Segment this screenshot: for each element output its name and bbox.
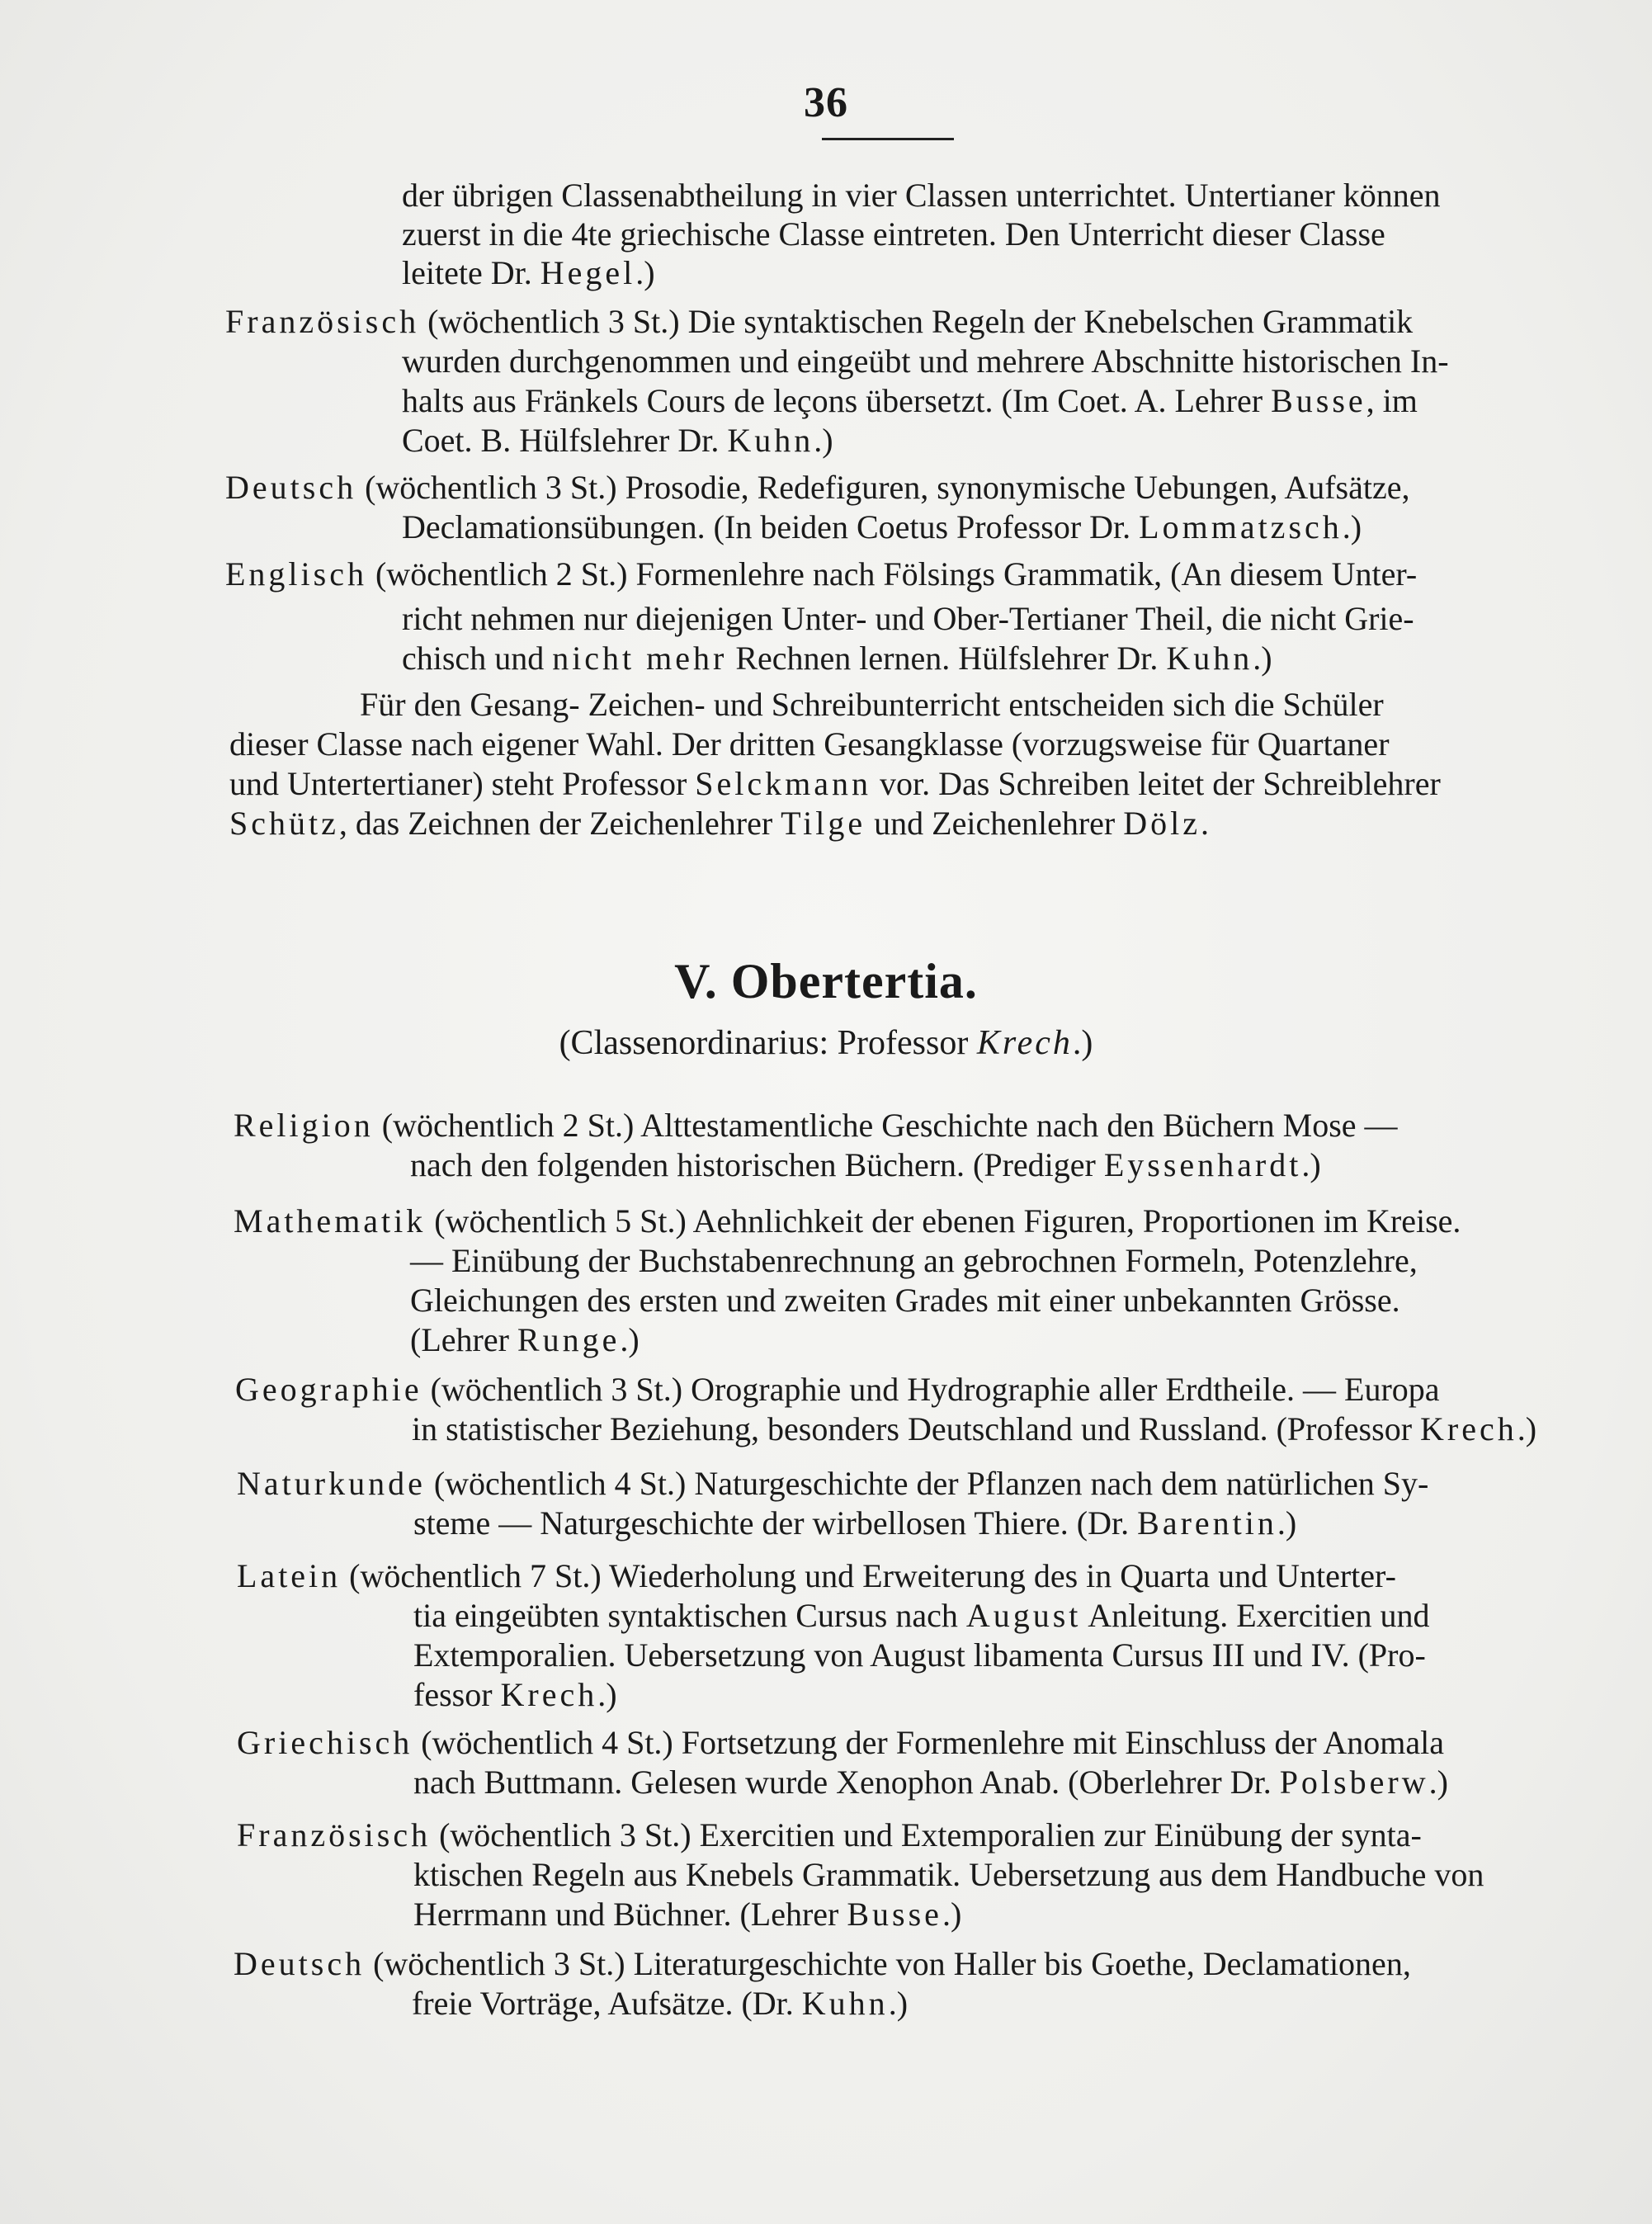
intro-line-1: der übrigen Classenabtheilung in vier Classen unterrichtet. Untertianer können xyxy=(402,177,1441,214)
teacher-name: Selckmann xyxy=(695,765,872,802)
intro-line-3: leitete Dr. Hegel.) xyxy=(402,254,655,291)
teacher-name: Krech xyxy=(1420,1410,1517,1447)
subject-name: Religion xyxy=(234,1107,374,1144)
entry-latein-line-2: tia eingeübten syntaktischen Cursus nach August Anleitung. Exercitien und xyxy=(413,1597,1430,1634)
entry-latein-line-4: fessor Krech.) xyxy=(413,1676,617,1713)
paragraph-line-2: dieser Classe nach eigener Wahl. Der dritten Gesangklasse (vorzugsweise für Quartaner xyxy=(229,725,1390,763)
page-number-rule xyxy=(822,138,954,140)
entry-deutsch-2-line-1: Deutsch (wöchentlich 3 St.) Literaturgeschichte von Haller bis Goethe, Declamationen, xyxy=(234,1945,1411,1982)
entry-franzoesisch-2-line-1: Französisch (wöchentlich 3 St.) Exercitien und Extemporalien zur Einübung der synta- xyxy=(237,1816,1422,1853)
subject-name: Geographie xyxy=(235,1371,422,1408)
entry-geographie-line-2: in statistischer Beziehung, besonders Deutschland und Russland. (Professor Krech.) xyxy=(412,1410,1537,1447)
page-number: 36 xyxy=(804,79,848,126)
teacher-name: Kuhn xyxy=(727,422,814,459)
entry-franzoesisch-line-1: Französisch (wöchentlich 3 St.) Die syntaktischen Regeln der Knebelschen Grammatik xyxy=(225,303,1414,340)
section-subtitle: (Classenordinarius: Professor Krech.) xyxy=(559,1024,1093,1062)
teacher-name: Barentin xyxy=(1137,1504,1277,1542)
paragraph-line-1: Für den Gesang- Zeichen- und Schreibunterricht entscheiden sich die Schüler xyxy=(360,686,1384,723)
entry-mathematik-line-4: (Lehrer Runge.) xyxy=(410,1321,640,1358)
entry-deutsch-line-2: Declamationsübungen. (In beiden Coetus Professor Dr. Lommatzsch.) xyxy=(402,508,1362,545)
subject-name: Latein xyxy=(237,1557,342,1594)
teacher-name: Dölz xyxy=(1123,805,1201,842)
subject-name: Englisch xyxy=(225,555,367,593)
teacher-name: Hegel xyxy=(540,254,636,291)
entry-franzoesisch-line-3: halts aus Fränkels Cours de leçons übersetzt. (Im Coet. A. Lehrer Busse, im xyxy=(402,382,1418,419)
entry-griechisch-line-2: nach Buttmann. Gelesen wurde Xenophon Anab. (Oberlehrer Dr. Polsberw.) xyxy=(413,1764,1448,1801)
teacher-name: Krech xyxy=(976,1024,1073,1062)
entry-naturkunde-line-2: steme — Naturgeschichte der wirbellosen Thiere. (Dr. Barentin.) xyxy=(413,1504,1297,1542)
entry-franzoesisch-2-line-3: Herrmann und Büchner. (Lehrer Busse.) xyxy=(413,1896,962,1933)
entry-mathematik-line-1: Mathematik (wöchentlich 5 St.) Aehnlichkeit der ebenen Figuren, Proportionen im Kreise. xyxy=(234,1202,1461,1239)
teacher-name: Busse xyxy=(1271,382,1366,419)
entry-latein-line-1: Latein (wöchentlich 7 St.) Wiederholung und Erweiterung des in Quarta und Unterter- xyxy=(237,1557,1396,1594)
teacher-name: Eyssenhardt xyxy=(1103,1146,1302,1183)
entry-englisch-line-3: chisch und nicht mehr Rechnen lernen. Hülfslehrer Dr. Kuhn.) xyxy=(402,640,1272,677)
entry-naturkunde-line-1: Naturkunde (wöchentlich 4 St.) Naturgeschichte der Pflanzen nach dem natürlichen Sy- xyxy=(237,1465,1429,1502)
entry-latein-line-3: Extemporalien. Uebersetzung von August libamenta Cursus III und IV. (Pro- xyxy=(413,1636,1426,1674)
entry-mathematik-line-2: — Einübung der Buchstabenrechnung an gebrochnen Formeln, Potenzlehre, xyxy=(410,1242,1418,1279)
subject-name: Deutsch xyxy=(234,1945,366,1982)
subject-name: Mathematik xyxy=(234,1202,427,1239)
subject-name: Naturkunde xyxy=(237,1465,426,1502)
entry-deutsch-line-1: Deutsch (wöchentlich 3 St.) Prosodie, Redefiguren, synonymische Uebungen, Aufsätze, xyxy=(225,469,1410,506)
entry-englisch-line-1: Englisch (wöchentlich 2 St.) Formenlehre nach Fölsings Grammatik, (An diesem Unter- xyxy=(225,555,1418,593)
entry-religion-line-1: Religion (wöchentlich 2 St.) Alttestamentliche Geschichte nach den Büchern Mose — xyxy=(234,1107,1398,1144)
teacher-name: Krech xyxy=(500,1676,598,1713)
paragraph-line-4: Schütz, das Zeichnen der Zeichenlehrer Tilge und Zeichenlehrer Dölz. xyxy=(229,805,1210,842)
teacher-name: August xyxy=(965,1597,1082,1634)
teacher-name: Tilge xyxy=(781,805,866,842)
entry-franzoesisch-line-4: Coet. B. Hülfslehrer Dr. Kuhn.) xyxy=(402,422,833,459)
teacher-name: Lommatzsch xyxy=(1139,508,1343,545)
entry-franzoesisch-line-2: wurden durchgenommen und eingeübt und mehrere Abschnitte historischen In- xyxy=(402,342,1449,380)
entry-griechisch-line-1: Griechisch (wöchentlich 4 St.) Fortsetzung der Formenlehre mit Einschluss der Anomala xyxy=(237,1724,1445,1761)
entry-englisch-line-2: richt nehmen nur diejenigen Unter- und Ober-Tertianer Theil, die nicht Grie- xyxy=(402,600,1414,637)
entry-deutsch-2-line-2: freie Vorträge, Aufsätze. (Dr. Kuhn.) xyxy=(412,1985,909,2022)
teacher-name: Kuhn xyxy=(1166,640,1253,677)
teacher-name: Schütz xyxy=(229,805,339,842)
entry-religion-line-2: nach den folgenden historischen Büchern. (Prediger Eyssenhardt.) xyxy=(410,1146,1321,1183)
paragraph-line-3: und Untertertianer) steht Professor Selckmann vor. Das Schreiben leitet der Schreiblehrer xyxy=(229,765,1441,802)
subject-name: Griechisch xyxy=(237,1724,413,1761)
teacher-name: Polsberw xyxy=(1279,1764,1429,1801)
subject-name: Französisch xyxy=(225,303,420,340)
entry-geographie-line-1: Geographie (wöchentlich 3 St.) Orographie und Hydrographie aller Erdtheile. — Europa xyxy=(235,1371,1440,1408)
section-title: V. Obertertia. xyxy=(674,954,978,1008)
entry-franzoesisch-2-line-2: ktischen Regeln aus Knebels Grammatik. Uebersetzung aus dem Handbuche von xyxy=(413,1856,1484,1893)
teacher-name: Runge xyxy=(517,1321,621,1358)
teacher-name: Busse xyxy=(847,1896,942,1933)
subject-name: Französisch xyxy=(237,1816,432,1853)
entry-mathematik-line-3: Gleichungen des ersten und zweiten Grades mit einer unbekannten Grösse. xyxy=(410,1282,1400,1319)
teacher-name: Kuhn xyxy=(801,1985,889,2022)
subject-name: Deutsch xyxy=(225,469,357,506)
intro-line-2: zuerst in die 4te griechische Classe eintreten. Den Unterricht dieser Classe xyxy=(402,215,1385,253)
